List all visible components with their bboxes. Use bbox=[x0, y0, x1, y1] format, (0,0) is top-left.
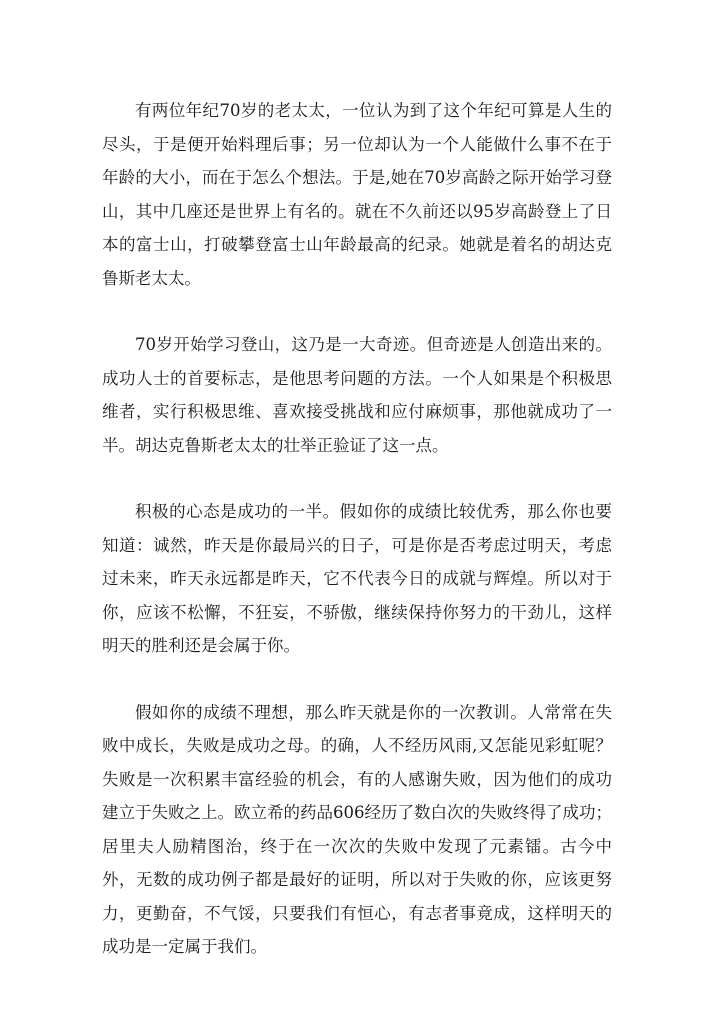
paragraph-1: 有两位年纪70岁的老太太，一位认为到了这个年纪可算是人生的尽头，于是便开始料理后事；另一位却认为一个人能做什么事不在于年龄的大小，而在于怎么个想法。于是,她在70岁高龄之际开始学习登山，其中几座还是世界上有名的。就在不久前还以95岁高龄登上了日本的富士山，打破攀登富士山年龄最高的纪录。她就是着名的胡达克鲁斯老太太。 bbox=[102, 101, 612, 288]
paragraph-3: 积极的心态是成功的一半。假如你的成绩比较优秀，那么你也要知道：诚然，昨天是你最局兴的日子，可是你是否考虑过明天，考虑过未来，昨天永远都是昨天，它不代表今日的成就与辉煌。所以对于你，应该不松懈，不狂妄，不骄傲，继续保持你努力的干劲儿，这样明天的胜利还是会属于你。 bbox=[102, 502, 612, 655]
document-body bbox=[102, 94, 612, 964]
paragraph-2: 70岁开始学习登山，这乃是一大奇迹。但奇迹是人创造出来的。成功人士的首要标志，是他思考问题的方法。一个人如果是个积极思维者，实行积极思维、喜欢接受挑战和应付麻烦事，那他就成功了一半。胡达克鲁斯老太太的壮举正验证了这一点。 bbox=[102, 335, 612, 455]
paragraph-4: 假如你的成绩不理想，那么昨天就是你的一次教训。人常常在失败中成长，失败是成功之母。的确，人不经历风雨,又怎能见彩虹呢？失败是一次积累丰富经验的机会，有的人感谢失败，因为他们的成功建立于失败之上。欧立希的药品606经历了数白次的失败终得了成功；居里夫人励精图治，终于在一次次的失败中发现了元素镭。古今中外，无数的成功例子都是最好的证明，所以对于失败的你，应该更努力，更勤奋，不气馁，只要我们有恒心，有志者事竟成，这样明天的成功是一定属于我们。 bbox=[102, 702, 612, 956]
